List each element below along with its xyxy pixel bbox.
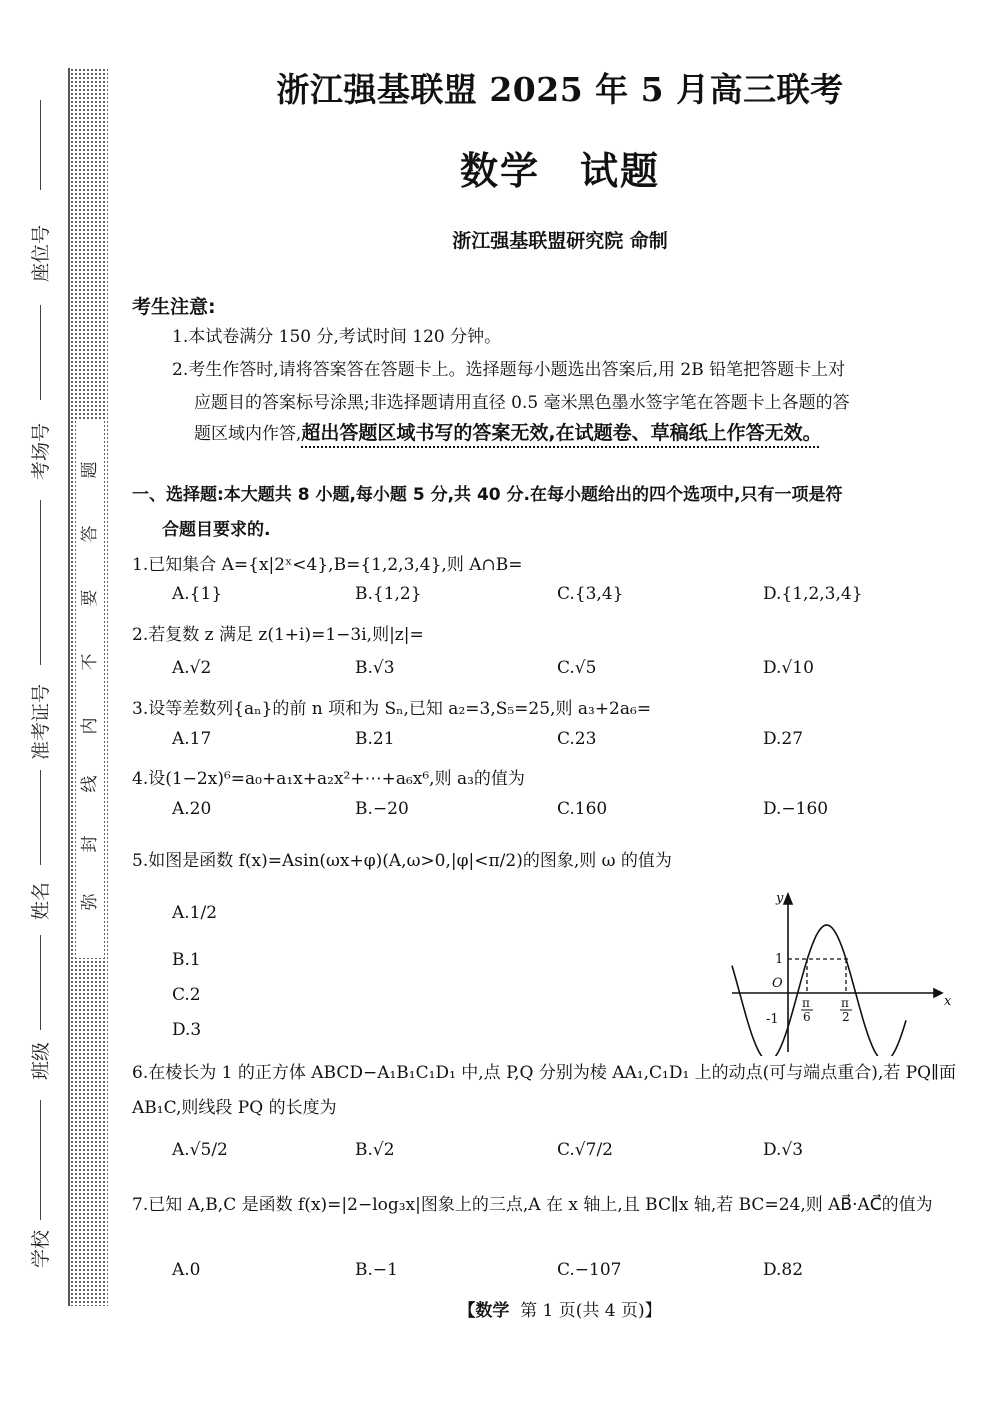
seal-char: 封 [80,835,100,853]
exam-title: 浙江强基联盟 2025 年 5 月高三联考 [276,70,844,109]
footer-page: 第 1 页(共 4 页)】 [520,1301,662,1321]
q5-option-c[interactable]: C.2 [172,985,201,1005]
q6-option-d[interactable]: D.√3 [763,1140,804,1160]
q2-option-b[interactable]: B.√3 [355,658,395,678]
q7-option-b[interactable]: B.−1 [355,1260,398,1280]
question-4-stem: 4.设(1−2x)⁶=a₀+a₁x+a₂x²+⋯+a₆x⁶,则 a₃的值为 [132,769,525,789]
notice-item: 1.本试卷满分 150 分,考试时间 120 分钟。 [172,327,502,347]
class-input[interactable] [40,935,41,1030]
question-2-stem: 2.若复数 z 满足 z(1+i)=1−3i,则|z|= [132,625,424,645]
q4-option-c[interactable]: C.160 [557,799,608,819]
q4-option-a[interactable]: A.20 [172,799,212,819]
q1-option-d[interactable]: D.{1,2,3,4} [763,584,863,604]
q7-option-c[interactable]: C.−107 [557,1260,622,1280]
exam-room-label: 考场号 [30,422,52,480]
x-axis-arrow [934,989,942,997]
x-axis-label: x [944,994,952,1009]
notice-emphasis: 超出答题区域书写的答案无效,在试题卷、草稿纸上作答无效。 [301,422,822,444]
q2-option-d[interactable]: D.√10 [763,658,814,678]
x-tick-pi6-den: 6 [803,1010,811,1024]
name-label: 姓名 [30,881,52,920]
seat-no-input[interactable] [40,100,41,190]
seal-char: 要 [80,589,100,607]
exam-room-input[interactable] [40,305,41,400]
q4-option-d[interactable]: D.−160 [763,799,829,819]
question-6-stem: 6.在棱长为 1 的正方体 ABCD−A₁B₁C₁D₁ 中,点 P,Q 分别为棱 AA₁,C₁D₁ 上的动点(可与端点重合),若 PQ∥面 AB₁C,则线段 PQ 的长度为 [132,1063,956,1118]
class-label: 班级 [30,1041,52,1080]
q3-option-c[interactable]: C.23 [557,729,597,749]
section-heading-cont: 合题目要求的. [162,520,271,540]
seal-char: 内 [80,717,100,735]
question-7-stem: 7.已知 A,B,C 是函数 f(x)=|2−log₃x|图象上的三点,A 在 x 轴上,且 BC∥x 轴,若 BC=24,则 AB⃗·AC⃗的值为 [132,1195,933,1215]
subject-suffix: 试题 [580,148,661,193]
admission-no-label: 准考证号 [30,683,52,760]
q1-option-a[interactable]: A.{1} [172,584,223,604]
admission-no-input[interactable] [40,500,41,665]
seal-char: 弥 [80,893,100,911]
q2-option-a[interactable]: A.√2 [172,658,212,678]
section-heading: 一、选择题:本大题共 8 小题,每小题 5 分,共 40 分.在每小题给出的四个选项中,只有一项是符 [132,485,843,505]
notice-item: 2.考生作答时,请将答案答在答题卡上。选择题每小题选出答案后,用 2B 铅笔把答题卡上对 [172,360,846,380]
notice-text: 题区域内作答, [194,424,302,444]
question-7-stem-wrap [132,1188,960,1223]
origin-label: O [772,976,783,991]
q5-option-b[interactable]: B.1 [172,950,201,970]
question-5-stem: 5.如图是函数 f(x)=Asin(ωx+φ)(A,ω>0,|φ|<π/2)的图象,则 ω 的值为 [132,851,672,871]
x-tick-pi6-num: π [802,996,810,1010]
sine-curve [732,925,906,1056]
school-label: 学校 [30,1229,52,1268]
y-axis-arrow [784,894,792,904]
q3-option-d[interactable]: D.27 [763,729,804,749]
q1-option-b[interactable]: B.{1,2} [355,584,422,604]
q7-option-a[interactable]: A.0 [172,1260,201,1280]
y-axis-label: y [776,891,784,906]
q3-option-a[interactable]: A.17 [172,729,212,749]
page-footer [120,1296,1000,1321]
notice-heading: 考生注意: [132,296,216,318]
notice-item [194,418,822,445]
question-3-stem: 3.设等差数列{aₙ}的前 n 项和为 Sₙ,已知 a₂=3,S₅=25,则 a₃+2a₆= [132,699,652,719]
maker-line: 浙江强基联盟研究院 命制 [452,230,668,252]
seat-no-label: 座位号 [30,224,52,282]
q4-option-b[interactable]: B.−20 [355,799,409,819]
q7-option-d[interactable]: D.82 [763,1260,804,1280]
seal-char: 题 [80,461,100,479]
school-input[interactable] [40,1100,41,1220]
q6-option-b[interactable]: B.√2 [355,1140,395,1160]
x-tick-pi2-den: 2 [842,1010,850,1024]
question-1-stem: 1.已知集合 A={x|2ˣ<4},B={1,2,3,4},则 A∩B= [132,555,523,575]
q5-option-d[interactable]: D.3 [172,1020,202,1040]
q5-option-a[interactable]: A.1/2 [172,903,218,923]
seal-char: 不 [80,653,100,671]
question-6-stem-line1 [132,1056,960,1126]
name-input[interactable] [40,770,41,865]
y-tick-neg1: -1 [766,1012,779,1027]
dashed-guides [788,959,848,993]
q5-sine-graph [728,886,958,1056]
y-tick-1: 1 [775,952,784,967]
notice-item: 应题目的答案标号涂黑;非选择题请用直径 0.5 毫米黑色墨水签字笔在答题卡上各题的答 [194,393,850,413]
q6-option-a[interactable]: A.√5/2 [172,1140,228,1160]
subject-name: 数学 [459,148,540,193]
footer-subject: 【数学 [458,1301,510,1321]
q2-option-c[interactable]: C.√5 [557,658,597,678]
seal-char: 线 [80,775,100,793]
q6-option-c[interactable]: C.√7/2 [557,1140,613,1160]
seal-box [76,420,104,958]
q3-option-b[interactable]: B.21 [355,729,395,749]
seal-char: 答 [80,525,100,543]
subject-title [120,140,1000,195]
x-tick-pi2-num: π [841,996,849,1010]
q1-option-c[interactable]: C.{3,4} [557,584,624,604]
